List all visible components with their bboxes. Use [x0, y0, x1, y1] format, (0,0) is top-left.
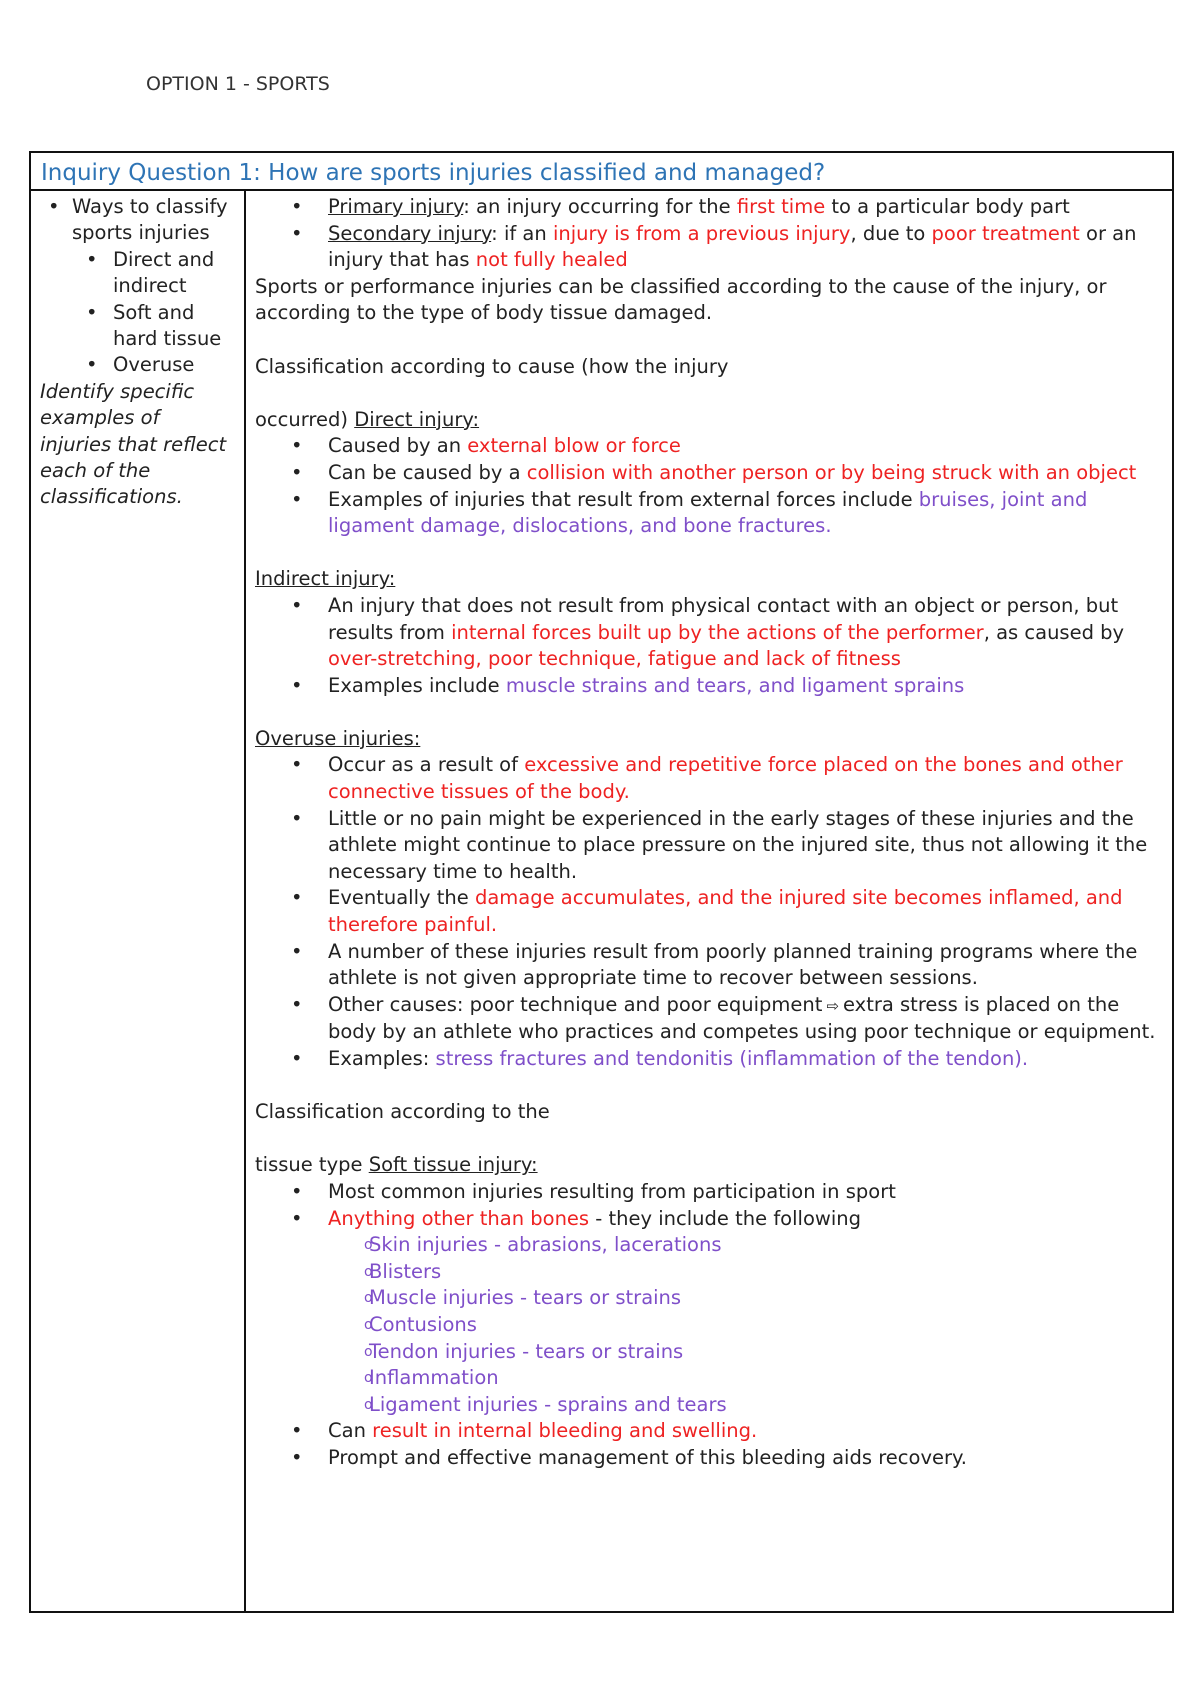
text: Can [328, 1419, 373, 1443]
highlight-red: poor treatment [931, 221, 1080, 245]
arrow-icon: ⇨ [826, 996, 840, 1015]
left-column [40, 194, 236, 511]
indirect-heading-line [255, 566, 1167, 593]
highlight-red: result in internal bleeding and swelling [372, 1419, 751, 1443]
left-bullet-item: • Ways to classify sports injuries [40, 194, 236, 247]
cause-continuation [255, 407, 1167, 434]
overuse-item [255, 752, 1167, 805]
direct-item [255, 460, 1167, 487]
overuse-item: • A number of these injuries result from poorly planned training programs where the athlete is not given appropriate time to recover between sessions. [255, 939, 1167, 992]
spacer [255, 380, 1167, 407]
indirect-item [255, 593, 1167, 673]
text: Caused by an [328, 434, 468, 458]
highlight-purple: bruises, joint and ligament damage, dislocations, and bone fractures. [328, 487, 1088, 538]
highlight-purple: stress fractures and tendonitis (inflammation of the tendon). [435, 1047, 1029, 1070]
intro-paragraph: Sports or performance injuries can be classified according to the cause of the injury, or according to the type of body tissue damaged. [255, 274, 1107, 325]
overuse-item [255, 992, 1167, 1046]
column-divider [244, 191, 246, 1611]
text: to a particular body part [825, 195, 1070, 218]
text: extra stress is placed on the body by an athlete who practices and competes using poor technique or equipment. [328, 992, 1156, 1044]
inquiry-table [29, 151, 1174, 1613]
left-subitem: • Soft and hard tissue [40, 300, 236, 353]
highlight-red: first time [736, 195, 826, 218]
text: An injury that does not result from physical contact with an object or person, but results from [328, 593, 1119, 644]
highlight-red: collision with another person or by being struck with an object [526, 460, 1137, 484]
text: - they include the following [589, 1206, 861, 1230]
soft-subitem: o Contusions [255, 1312, 1167, 1339]
secondary-injury-label: Secondary injury [328, 221, 492, 245]
text: Examples include [328, 673, 506, 697]
tissue-continuation [255, 1152, 1167, 1179]
soft-subitem: o Tendon injuries - tears or strains [255, 1339, 1167, 1366]
overuse-item: • Little or no pain might be experienced in the early stages of these injuries and the athlete might continue to place pressure on the injured site, thus not allowing it the necessary time to health. [255, 806, 1167, 886]
soft-subitem: o Skin injuries - abrasions, lacerations [255, 1232, 1167, 1259]
secondary-injury-item [255, 221, 1167, 274]
spacer [255, 699, 1167, 726]
highlight-red: Anything other than bones [328, 1206, 590, 1230]
tissue-heading: Classification according to the [255, 1100, 550, 1124]
soft-subitem: o Inflammation [255, 1365, 1167, 1392]
text: : an injury occurring for the [463, 195, 737, 218]
highlight-purple: muscle strains and tears, and ligament sprains [505, 673, 965, 697]
highlight-red: excessive and repetitive force placed on the bones and other connective tissues of the body [328, 753, 1123, 804]
overuse-item [255, 885, 1167, 938]
soft-tissue-heading: Soft tissue injury: [368, 1153, 538, 1177]
highlight-red: damage accumulates, and the injured site becomes inflamed, and therefore painful. [328, 886, 1123, 937]
spacer [255, 540, 1167, 567]
soft-subitem: o Muscle injuries - tears or strains [255, 1285, 1167, 1312]
highlight-red: injury is from a previous injury [552, 221, 851, 245]
text: Examples of injuries that result from external forces include [328, 487, 919, 511]
text: , due to [850, 221, 932, 245]
text: : if an [491, 221, 553, 245]
text: tissue type [255, 1153, 369, 1177]
indirect-injury-heading: Indirect injury: [255, 567, 396, 591]
soft-subitem: o Ligament injuries - sprains and tears [255, 1392, 1167, 1419]
inquiry-question-title: Inquiry Question 1: How are sports injuries classified and managed? [31, 153, 1172, 191]
primary-injury-label: Primary injury [328, 195, 464, 218]
left-subitem: • Direct and indirect [40, 247, 236, 300]
right-column [255, 194, 1167, 1472]
highlight-red: . [751, 1419, 758, 1443]
text: Occur as a result of [328, 753, 525, 777]
text: occurred) [255, 407, 355, 431]
highlight-red: . [623, 780, 630, 804]
text: , as caused by [983, 620, 1125, 644]
highlight-red: over-stretching, poor technique, fatigue and lack of fitness [328, 647, 901, 671]
left-note: Identify specific examples of injuries that reflect each of the classifications. [40, 379, 227, 509]
overuse-injuries-heading: Overuse injuries: [255, 726, 421, 750]
direct-injury-heading: Direct injury: [354, 407, 480, 431]
overuse-heading-line [255, 726, 1167, 753]
soft-item [255, 1206, 1167, 1233]
soft-item: • Prompt and effective management of this bleeding aids recovery. [255, 1445, 1167, 1472]
text: Other causes: poor technique and poor equipment [328, 992, 823, 1016]
left-subitem: • Overuse [40, 352, 236, 378]
indirect-item [255, 673, 1167, 700]
text: Examples: [328, 1047, 436, 1070]
highlight-red: external blow or force [467, 434, 681, 458]
highlight-red: not fully healed [475, 248, 628, 272]
direct-item [255, 433, 1167, 460]
text: Eventually the [328, 886, 475, 910]
soft-subitem: o Blisters [255, 1259, 1167, 1286]
soft-item [255, 1418, 1167, 1445]
primary-injury-item [255, 194, 1167, 221]
text: Can be caused by a [328, 460, 527, 484]
text: or an injury that has [328, 221, 1137, 272]
spacer [255, 1073, 1167, 1100]
overuse-item [255, 1046, 1167, 1073]
cause-heading: Classification according to cause (how the injury [255, 354, 729, 378]
spacer [255, 327, 1167, 354]
highlight-red: internal forces built up by the actions of the performer [451, 620, 984, 644]
direct-item [255, 487, 1167, 540]
spacer [255, 1126, 1167, 1153]
soft-item: • Most common injuries resulting from participation in sport [255, 1179, 1167, 1206]
page-header-title: OPTION 1 - SPORTS [146, 73, 330, 95]
